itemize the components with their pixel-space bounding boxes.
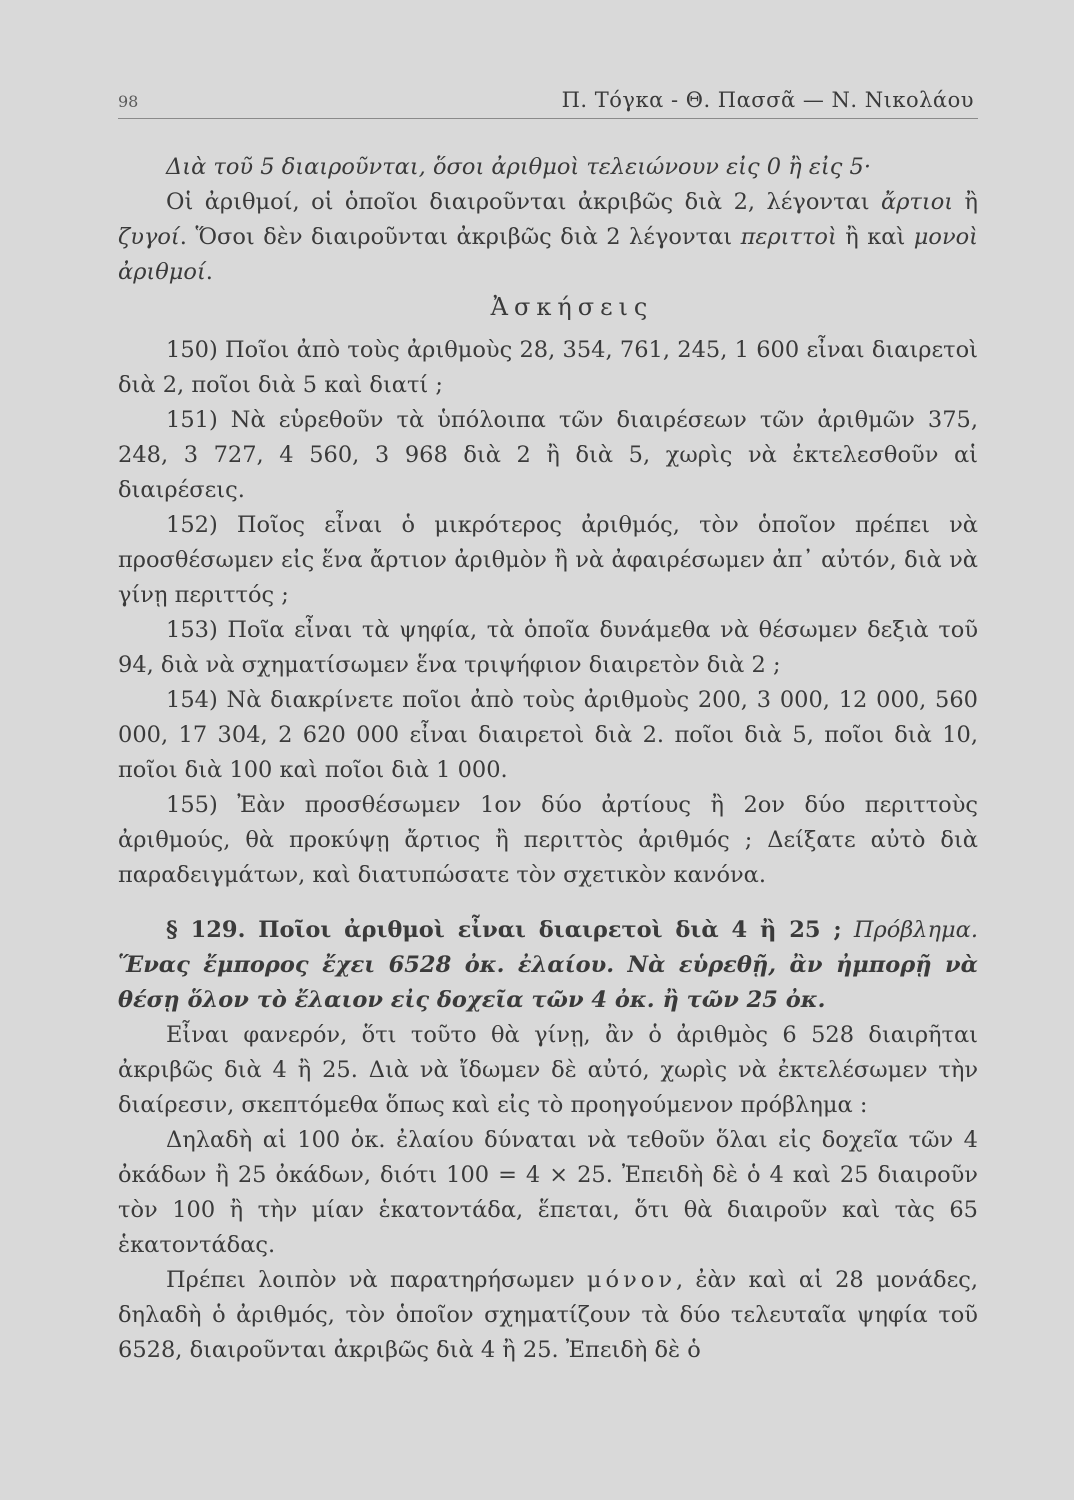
running-head: Π. Τόγκα - Θ. Πασσᾶ — Ν. Νικολάου: [561, 88, 974, 112]
term-monoi: μονοὶ ἀριθμοί: [118, 224, 978, 285]
term-zygoi: ζυγοί: [118, 224, 180, 250]
text-run: ἢ καὶ: [836, 224, 914, 250]
emphasis-monon: μόνον: [586, 1267, 676, 1293]
even-odd-definition: [118, 185, 978, 290]
page-body: [118, 150, 978, 1368]
problem-statement: Ἕνας ἔμπορος ἔχει 6528 ὀκ. ἐλαίου. Νὰ εὑρεθῇ, ἂν ἠμπορῇ νὰ θέσῃ ὅλον τὸ ἔλαιον εἰς δοχεῖα τῶν 4 ὀκ. ἢ τῶν 25 ὀκ.: [118, 952, 978, 1013]
term-artioi: ἄρτιοι: [881, 189, 954, 215]
text-run: Πρέπει λοιπὸν νὰ παρατηρήσωμεν: [166, 1267, 587, 1293]
text-run: . Ὅσοι δὲν διαιροῦνται ἀκριβῶς διὰ 2 λέγονται: [179, 224, 741, 250]
section-paragraph-2: Δηλαδὴ αἱ 100 ὀκ. ἐλαίου δύναται νὰ τεθοῦν ὅλαι εἰς δοχεῖα τῶν 4 ὀκάδων ἢ 25 ὀκάδων, διότι 100 = 4 × 25. Ἐπειδὴ δὲ ὁ 4 καὶ 25 διαιροῦν τὸν 100 ἢ τὴν μίαν ἑκατοντάδα, ἕπεται, ὅτι θὰ διαιροῦν καὶ τὰς 65 ἑκατοντάδας.: [118, 1127, 978, 1258]
page-header: [118, 86, 978, 119]
exercise-150: 150) Ποῖοι ἀπὸ τοὺς ἀριθμοὺς 28, 354, 761, 245, 1 600 εἶναι διαιρετοὶ διὰ 2, ποῖοι διὰ 5 καὶ διατί ;: [118, 337, 978, 398]
text-run: .: [205, 259, 213, 285]
text-run: , ἐὰν καὶ αἱ 28 μονάδες, δηλαδὴ ὁ ἀριθμός, τὸν ὁποῖον σχηματίζουν τὰ δύο τελευταῖα ψηφία τοῦ 6528, διαιροῦνται ἀκριβῶς διὰ 4 ἢ 25. Ἐπειδὴ δὲ ὁ: [118, 1267, 978, 1363]
section-paragraph-3: [118, 1263, 978, 1368]
section-paragraph-1: Εἶναι φανερόν, ὅτι τοῦτο θὰ γίνῃ, ἂν ὁ ἀριθμὸς 6 528 διαιρῆται ἀκριβῶς διὰ 4 ἢ 25. Διὰ νὰ ἴδωμεν δὲ αὐτό, χωρὶς νὰ ἐκτελέσωμεν τὴν διαίρεσιν, σκεπτόμεθα ὅπως καὶ εἰς τὸ προηγούμενον πρόβλημα :: [118, 1022, 978, 1118]
section-heading-bold: § 129. Ποῖοι ἀριθμοὶ εἶναι διαιρετοὶ διὰ 4 ἢ 25 ;: [166, 917, 842, 943]
section-heading-italic: Πρόβλημα.: [853, 917, 979, 943]
text-run: ἢ: [953, 189, 978, 215]
exercise-155: 155) Ἐὰν προσθέσωμεν 1ον δύο ἀρτίους ἢ 2ον δύο περιττοὺς ἀριθμούς, θὰ προκύψῃ ἄρτιος ἢ περιττὸς ἀριθμός ; Δείξατε αὐτὸ διὰ παραδειγμάτων, καὶ διατυπώσατε τὸν σχετικὸν κανόνα.: [118, 792, 978, 888]
page-number: 98: [118, 92, 139, 111]
term-perittoi: περιττοὶ: [740, 224, 837, 250]
section-129-heading: [118, 913, 978, 1018]
text-run: Οἱ ἀριθμοί, οἱ ὁποῖοι διαιροῦνται ἀκριβῶς διὰ 2, λέγονται: [166, 189, 881, 215]
exercise-151: 151) Νὰ εὑρεθοῦν τὰ ὑπόλοιπα τῶν διαιρέσεων τῶν ἀριθμῶν 375, 248, 3 727, 4 560, 3 968 διὰ 2 ἢ διὰ 5, χωρὶς νὰ ἐκτελεσθοῦν αἱ διαιρέσεις.: [118, 407, 978, 503]
divisibility-rule-5: Διὰ τοῦ 5 διαιροῦνται, ὅσοι ἀριθμοὶ τελειώνουν εἰς 0 ἢ εἰς 5·: [166, 154, 871, 180]
exercises-title: Ἀσκήσεις: [490, 293, 654, 321]
exercise-154: 154) Νὰ διακρίνετε ποῖοι ἀπὸ τοὺς ἀριθμοὺς 200, 3 000, 12 000, 560 000, 17 304, 2 620 000 εἶναι διαιρετοὶ διὰ 2. ποῖοι διὰ 5, ποῖοι διὰ 10, ποῖοι διὰ 100 καὶ ποῖοι διὰ 1 000.: [118, 687, 978, 783]
exercise-152: 152) Ποῖος εἶναι ὁ μικρότερος ἀριθμός, τὸν ὁποῖον πρέπει νὰ προσθέσωμεν εἰς ἕνα ἄρτιον ἀριθμὸν ἢ νὰ ἀφαιρέσωμεν ἀπ᾿ αὐτόν, διὰ νὰ γίνῃ περιττός ;: [118, 512, 978, 608]
exercise-153: 153) Ποῖα εἶναι τὰ ψηφία, τὰ ὁποῖα δυνάμεθα νὰ θέσωμεν δεξιὰ τοῦ 94, διὰ νὰ σχηματίσωμεν ἕνα τριψήφιον διαιρετὸν διὰ 2 ;: [118, 617, 978, 678]
